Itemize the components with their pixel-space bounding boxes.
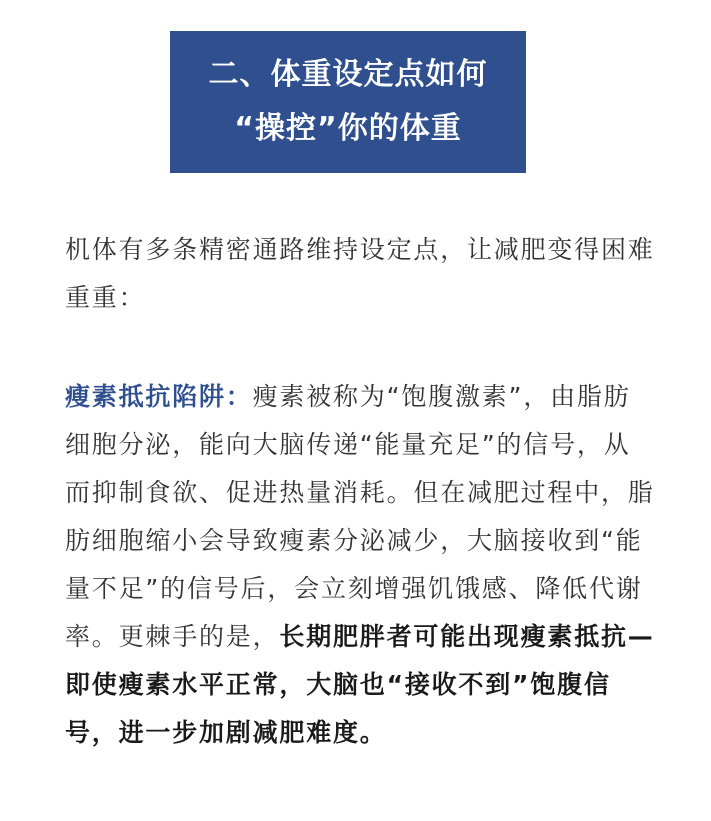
section-title-banner [170, 31, 526, 173]
intro-paragraph: 机体有多条精密通路维持设定点，让减肥变得困难重重： [65, 235, 655, 312]
section-title-line-1: 二、体重设定点如何 [208, 57, 488, 92]
leptin-resistance-body: 瘦素被称为“饱腹激素”，由脂肪细胞分泌，能向大脑传递“能量充足”的信号，从而抑制食欲、促进热量消耗。但在减肥过程中，脂肪细胞缩小会导致瘦素分泌减少，大脑接收到“能量不足”的信号后，会立刻增强饥饿感、降低代谢率。更棘手的是， [65, 382, 655, 651]
section-title-line-2: “操控”你的体重 [234, 111, 462, 146]
leptin-resistance-heading: 瘦素抵抗陷阱： [65, 382, 253, 411]
leptin-resistance-emphasis: 长期肥胖者可能出现瘦素抵抗—即使瘦素水平正常，大脑也“接收不到”饱腹信号，进一步加剧减肥难度。 [65, 622, 655, 747]
leptin-resistance-paragraph [65, 373, 655, 757]
